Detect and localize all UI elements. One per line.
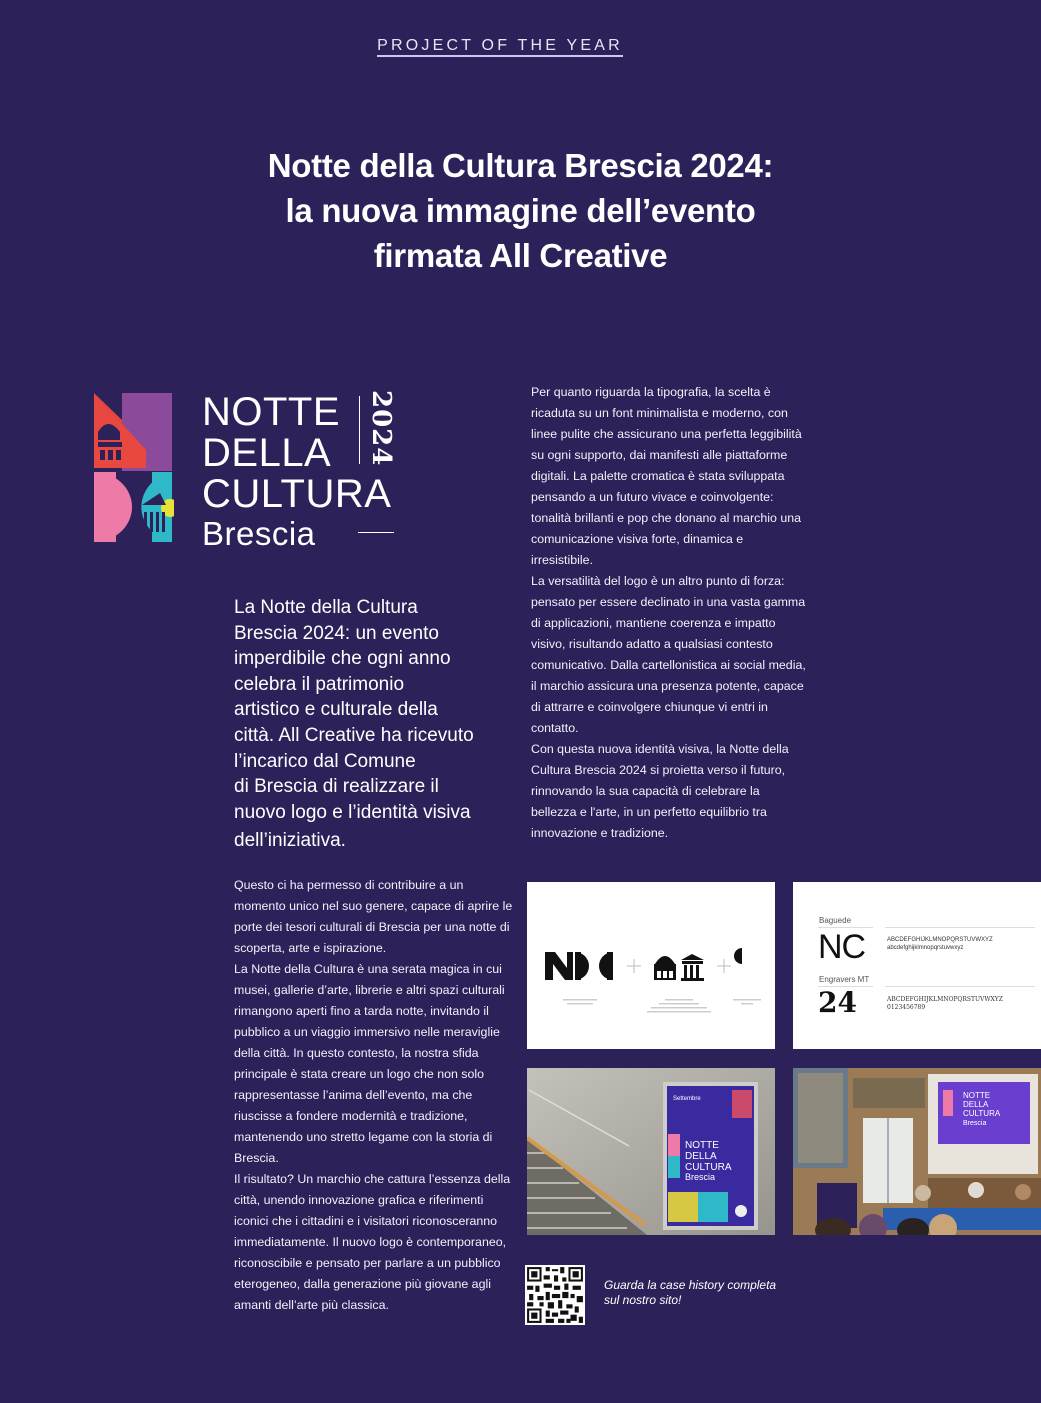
- divider: [885, 986, 1035, 987]
- font-uppercase-secondary: ABCDEFGHIJKLMNOPQRSTUVWXYZ: [887, 996, 1003, 1003]
- font-lowercase-primary: abcdefghijklmnopqrstuvwxyz: [887, 945, 964, 951]
- qr-code-graphic: [525, 1265, 585, 1325]
- font-sample-secondary: 24: [818, 986, 857, 1019]
- logo-word-cultura: CULTURA: [202, 472, 392, 516]
- intro-line: imperdibile che ogni anno: [234, 648, 451, 670]
- logo-word-della: DELLA: [202, 431, 332, 475]
- page-title: [0, 143, 1041, 278]
- intro-line: città. All Creative ha ricevuto: [234, 724, 474, 746]
- poster-header: Settembre: [673, 1096, 701, 1102]
- intro-line: Brescia 2024: un evento: [234, 622, 439, 644]
- gallery-typography-specimen: [793, 882, 1041, 1049]
- gallery-logo-construction: [527, 882, 775, 1049]
- logo-vertical-rule: [359, 396, 360, 464]
- logo-construction-illustration: [527, 882, 775, 1049]
- divider: [885, 927, 1035, 928]
- gallery-press-conference: [793, 1068, 1041, 1235]
- section-kicker: [0, 37, 1000, 55]
- kicker-link[interactable]: PROJECT OF THE YEAR: [377, 37, 623, 57]
- headline-line-1: Notte della Cultura Brescia 2024:: [267, 147, 774, 184]
- intro-line: dell’iniziativa.: [234, 830, 346, 852]
- intro-line: La Notte della Cultura: [234, 597, 418, 618]
- logo-city: Brescia: [202, 515, 316, 552]
- intro-line: di Brescia di realizzare il: [234, 776, 439, 798]
- screen-word-cultura: CULTURA: [963, 1109, 1001, 1118]
- intro-line: artistico e culturale della: [234, 699, 438, 721]
- headline-line-3: firmata All Creative: [373, 237, 668, 274]
- poster-word-cultura: CULTURA: [685, 1162, 732, 1173]
- gallery-poster-mockup: [527, 1068, 775, 1235]
- font-sample-primary: NC: [818, 928, 866, 966]
- event-logo: [94, 390, 404, 550]
- paragraph-contribution: Questo ci ha permesso di contribuire a un momento unico nel suo genere, capace di aprire le porte dei tesori culturali di Brescia per una notte di scoperta, arte e ispirazione.: [234, 878, 513, 955]
- left-column-text: [234, 875, 514, 1316]
- qr-caption-line-1: Guarda la case history completa: [604, 1278, 777, 1292]
- font-uppercase-primary: ABCDEFGHIJKLMNOPQRSTUVWXYZ: [887, 937, 993, 943]
- logo-wordmark: [202, 392, 391, 553]
- right-column-text: [531, 382, 806, 844]
- screen-word-brescia: Brescia: [963, 1120, 987, 1127]
- logo-horizontal-rule: [358, 532, 394, 533]
- font-digits-secondary: 0123456789: [887, 1004, 926, 1011]
- paragraph-event-description: La Notte della Cultura è una serata magica in cui musei, gallerie d’arte, librerie e altri spazi culturali rimangono aperti fino a tarda notte, invitando il pubblico a un viaggio immersivo nelle meraviglie della città. In questo contesto, la nostra sfida principale è stata creare un logo che non solo rappresentasse l’anima dell’evento, ma che riuscisse a fondere modernità e tradizione, mantenendo uno stretto legame con la storia di Brescia.: [234, 962, 505, 1165]
- logo-mark-icon: [94, 390, 174, 545]
- intro-line: l’incarico dal Comune: [234, 750, 416, 772]
- headline-line-2: la nuova immagine dell’evento: [285, 192, 756, 229]
- screen-word-notte: NOTTE: [963, 1091, 991, 1100]
- qr-caption: [604, 1278, 804, 1308]
- intro-line: nuovo logo e l’identità visiva: [234, 801, 471, 823]
- poster-word-notte: NOTTE: [685, 1140, 719, 1151]
- font-name-primary: Baguede: [819, 916, 852, 925]
- font-name-secondary: Engravers MT: [819, 975, 870, 984]
- press-conference-photo: [793, 1068, 1041, 1235]
- intro-line: celebra il patrimonio: [234, 673, 405, 695]
- paragraph-typography: Per quanto riguarda la tipografia, la scelta è ricaduta su un font minimalista e moderno, con linee pulite che assicurano una perfetta leggibilità su ogni supporto, dai manifesti alle piattaforme digitali. La palette cromatica è stata sviluppata pensando a un futuro vivace e coinvolgente: tonalità brillanti e pop che donano al marchio una comunicazione visiva forte, dinamica e irresistibile.: [531, 385, 802, 567]
- poster-mockup-photo: [527, 1068, 775, 1235]
- qr-caption-line-2: sul nostro sito!: [604, 1293, 682, 1307]
- poster-word-brescia: Brescia: [685, 1172, 716, 1182]
- paragraph-conclusion: Con questa nuova identità visiva, la Notte della Cultura Brescia 2024 si proietta verso il futuro, rinnovando la sua capacità di celebrare la bellezza e l'arte, in un perfetto equilibrio tra innovazione e tradizione.: [531, 742, 789, 840]
- paragraph-result: Il risultato? Un marchio che cattura l’essenza della città, unendo innovazione grafica e riferimenti iconici che i cittadini e i visitatori riconosceranno immediatamente. Il nuovo logo è contemporaneo, riconoscibile e pensato per parlare a un pubblico eterogeneo, dalla generazione più giovane agli amanti dell’arte più classica.: [234, 1172, 511, 1312]
- paragraph-versatility: La versatilità del logo è un altro punto di forza: pensato per essere declinato in una vasta gamma di applicazioni, mantiene coerenza e impatto visivo, risultando adatto a qualsiasi contesto comunicativo. Dalla cartellonistica ai social media, il marchio assicura una presenza potente, capace di attrarre e coinvolgere chiunque vi entri in contatto.: [531, 574, 806, 735]
- logo-year: 2024: [366, 390, 396, 467]
- logo-word-notte: NOTTE: [202, 390, 341, 434]
- qr-code-icon[interactable]: [525, 1265, 585, 1325]
- intro-lead: [234, 595, 519, 854]
- poster-word-della: DELLA: [685, 1151, 717, 1162]
- screen-word-della: DELLA: [963, 1100, 989, 1109]
